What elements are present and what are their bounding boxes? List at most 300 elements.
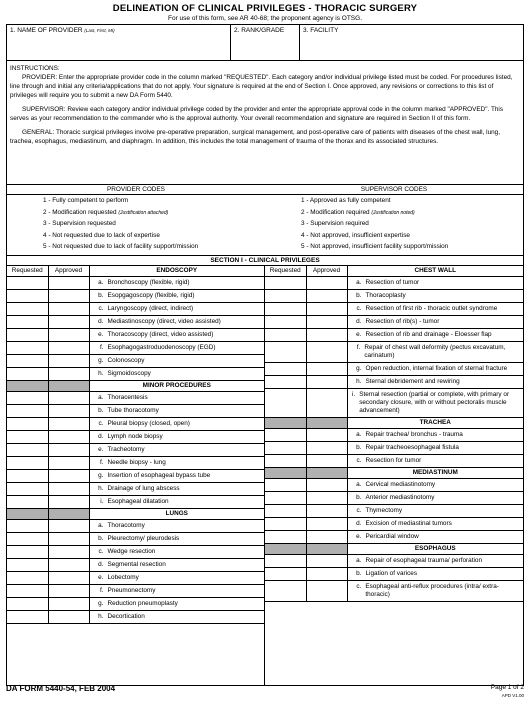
privilege-item xyxy=(350,494,522,502)
approved-code-cell[interactable] xyxy=(48,546,89,559)
privilege-item xyxy=(350,344,522,360)
item-text: Esophageal anti-reflux procedures (intra/ extra-thoracic) xyxy=(365,583,499,598)
privilege-row xyxy=(7,444,264,457)
privilege-row xyxy=(265,581,523,602)
item-text: Mediastinoscopy (direct, video assisted) xyxy=(107,318,221,325)
requested-code-cell[interactable] xyxy=(7,533,48,546)
requested-code-cell[interactable] xyxy=(265,316,306,329)
item-text: Excision of mediastinal tumors xyxy=(365,520,452,527)
privilege-row xyxy=(265,277,523,290)
privilege-description xyxy=(347,290,523,303)
approved-code-cell[interactable] xyxy=(306,277,347,290)
approved-code-cell[interactable] xyxy=(48,611,89,624)
item-text: Resection of rib(s) - tumor xyxy=(365,318,440,325)
provider-codes-item xyxy=(7,195,265,207)
privileges-left-column xyxy=(7,266,265,685)
approved-code-cell[interactable] xyxy=(306,505,347,518)
privileges-right-column xyxy=(265,266,523,685)
form-subtitle: For use of this form, see AR 40-68; the proponent agency is OTSG. xyxy=(167,15,362,22)
privilege-item xyxy=(92,279,263,287)
privilege-item xyxy=(350,520,522,528)
privilege-description xyxy=(89,483,264,496)
privilege-item xyxy=(92,459,263,467)
item-text: Esophagogastroduodenoscopy (EGD) xyxy=(107,344,216,351)
requested-code-cell[interactable] xyxy=(265,389,306,418)
provider-info-row xyxy=(6,24,524,61)
privilege-description xyxy=(89,470,264,483)
item-letter: f. xyxy=(99,459,104,466)
privilege-row xyxy=(7,392,264,405)
approved-code-cell[interactable] xyxy=(48,572,89,585)
group-header-row xyxy=(265,468,523,479)
privilege-description xyxy=(347,363,523,376)
requested-code-cell[interactable] xyxy=(265,455,306,468)
privilege-row xyxy=(7,585,264,598)
privilege-item xyxy=(350,279,522,287)
requested-code-cell[interactable] xyxy=(265,303,306,316)
privilege-row xyxy=(7,355,264,368)
requested-code-cell[interactable] xyxy=(265,531,306,544)
privilege-row xyxy=(265,303,523,316)
approved-code-cell[interactable] xyxy=(306,303,347,316)
code-text: 1 - Approved as fully competent xyxy=(301,197,391,204)
approved-code-cell[interactable] xyxy=(48,444,89,457)
privilege-row xyxy=(7,303,264,316)
item-text: Colonoscopy xyxy=(107,357,145,364)
item-letter: d. xyxy=(98,318,104,325)
approved-code-cell[interactable] xyxy=(306,455,347,468)
requested-code-cell[interactable] xyxy=(7,355,48,368)
requested-code-cell[interactable] xyxy=(265,555,306,568)
privilege-description xyxy=(89,457,264,470)
item-letter: b. xyxy=(356,444,362,451)
privilege-item xyxy=(350,481,522,489)
privilege-description xyxy=(89,598,264,611)
privilege-description xyxy=(347,376,523,389)
privilege-description xyxy=(89,546,264,559)
privilege-item xyxy=(92,407,263,415)
requested-code-cell[interactable] xyxy=(7,611,48,624)
approved-code-cell[interactable] xyxy=(48,290,89,303)
requested-code-cell[interactable] xyxy=(7,496,48,509)
requested-code-cell[interactable] xyxy=(265,429,306,442)
privilege-description xyxy=(347,316,523,329)
approved-code-cell[interactable] xyxy=(48,355,89,368)
requested-code-cell[interactable] xyxy=(7,559,48,572)
approved-code-cell[interactable] xyxy=(48,496,89,509)
requested-code-cell[interactable] xyxy=(7,470,48,483)
privilege-row xyxy=(7,290,264,303)
privilege-item xyxy=(92,498,263,506)
requested-code-cell[interactable] xyxy=(7,277,48,290)
approved-code-cell[interactable] xyxy=(306,429,347,442)
approved-code-cell[interactable] xyxy=(306,531,347,544)
privilege-item xyxy=(92,305,263,313)
privilege-item xyxy=(350,444,522,452)
instructions-block xyxy=(6,61,524,185)
privilege-description xyxy=(89,431,264,444)
privilege-item xyxy=(92,587,263,595)
requested-code-cell[interactable] xyxy=(265,342,306,363)
rank-grade-label: 2. RANK/GRADE xyxy=(234,27,285,34)
code-note: (Justification attached) xyxy=(118,209,169,216)
item-letter: c. xyxy=(98,548,104,555)
code-text: 3 - Supervision requested xyxy=(43,220,116,227)
item-text: Resection of tumor xyxy=(365,279,420,286)
privilege-row xyxy=(7,559,264,572)
provider-name-label: 1. NAME OF PROVIDER xyxy=(10,27,83,34)
requested-code-cell[interactable] xyxy=(265,376,306,389)
apd-version: APD V1.00 xyxy=(501,693,524,698)
supervisor-codes-item xyxy=(265,218,523,230)
item-letter: a. xyxy=(356,481,362,488)
privilege-item xyxy=(350,507,522,515)
privilege-item xyxy=(92,472,263,480)
privilege-item xyxy=(92,574,263,582)
shaded-cell xyxy=(265,418,306,429)
approved-code-cell[interactable] xyxy=(306,518,347,531)
approved-code-cell[interactable] xyxy=(306,555,347,568)
privilege-description xyxy=(347,329,523,342)
code-text: 2 - Modification required xyxy=(301,208,372,216)
instructions-heading: INSTRUCTIONS: xyxy=(10,65,60,72)
privilege-row xyxy=(7,470,264,483)
requested-code-cell[interactable] xyxy=(7,368,48,381)
requested-code-cell[interactable] xyxy=(265,479,306,492)
group-title: LUNGS xyxy=(89,509,264,520)
shaded-cell xyxy=(48,381,89,392)
requested-code-cell[interactable] xyxy=(7,431,48,444)
item-text: Drainage of lung abscess xyxy=(107,485,180,492)
privilege-description xyxy=(89,611,264,624)
item-letter: b. xyxy=(356,292,362,299)
item-letter: f. xyxy=(356,344,361,351)
requested-code-cell[interactable] xyxy=(7,329,48,342)
approved-code-cell[interactable] xyxy=(48,431,89,444)
item-text: Sigmoidoscopy xyxy=(107,370,151,377)
privilege-item xyxy=(350,318,522,326)
approved-code-cell[interactable] xyxy=(48,457,89,470)
item-text: Lymph node biopsy xyxy=(107,433,163,440)
item-text: Thoracoscopy (direct, video assisted) xyxy=(107,331,214,338)
facility-field[interactable] xyxy=(300,25,523,60)
facility-label: 3. FACILITY xyxy=(303,27,339,34)
approved-code-cell[interactable] xyxy=(48,303,89,316)
requested-code-cell[interactable] xyxy=(7,546,48,559)
item-text: Ligation of varices xyxy=(365,570,418,577)
privilege-row xyxy=(265,363,523,376)
approved-code-cell[interactable] xyxy=(48,368,89,381)
item-text: Pleurectomy/ pleurodesis xyxy=(107,535,180,542)
privilege-row xyxy=(7,533,264,546)
approved-code-cell[interactable] xyxy=(48,405,89,418)
privileges-right-table xyxy=(265,266,523,602)
privilege-item xyxy=(350,533,522,541)
group-header-row xyxy=(7,381,264,392)
approved-code-cell[interactable] xyxy=(48,277,89,290)
approved-code-cell[interactable] xyxy=(48,316,89,329)
item-text: Segmental resection xyxy=(107,561,166,568)
privilege-row xyxy=(7,329,264,342)
approved-code-cell[interactable] xyxy=(48,392,89,405)
provider-name-field[interactable] xyxy=(7,25,231,60)
item-text: Tube thoracotomy xyxy=(107,407,159,414)
approved-code-cell[interactable] xyxy=(48,533,89,546)
requested-code-cell[interactable] xyxy=(265,363,306,376)
approved-code-cell[interactable] xyxy=(306,568,347,581)
requested-code-cell[interactable] xyxy=(265,290,306,303)
privilege-description xyxy=(89,520,264,533)
privilege-row xyxy=(265,479,523,492)
requested-code-cell[interactable] xyxy=(7,290,48,303)
approved-code-cell[interactable] xyxy=(306,342,347,363)
code-text: 4 - Not requested due to lack of expertise xyxy=(43,231,160,239)
privilege-description xyxy=(347,568,523,581)
approved-column-header: Approved xyxy=(48,266,89,277)
privilege-item xyxy=(350,391,522,415)
privilege-row xyxy=(7,431,264,444)
item-text: Pleural biopsy (closed, open) xyxy=(107,420,190,427)
privilege-description xyxy=(347,389,523,418)
requested-code-cell[interactable] xyxy=(7,418,48,431)
item-letter: i. xyxy=(100,498,104,505)
item-text: Bronchoscopy (flexible, rigid) xyxy=(107,279,190,286)
item-text: Sternal debridement and rewiring xyxy=(365,378,460,385)
privilege-description xyxy=(347,442,523,455)
requested-code-cell[interactable] xyxy=(265,277,306,290)
approved-code-cell[interactable] xyxy=(306,363,347,376)
requested-code-cell[interactable] xyxy=(7,405,48,418)
approved-code-cell[interactable] xyxy=(306,316,347,329)
group-title: MINOR PROCEDURES xyxy=(89,381,264,392)
approved-code-cell[interactable] xyxy=(48,598,89,611)
requested-code-cell[interactable] xyxy=(265,505,306,518)
supervisor-codes-item xyxy=(265,207,523,219)
privilege-description xyxy=(347,531,523,544)
privilege-row xyxy=(7,418,264,431)
provider-codes-item xyxy=(7,230,265,242)
item-letter: g. xyxy=(356,365,362,372)
item-text: Thoracoplasty xyxy=(365,292,406,299)
shaded-cell xyxy=(306,418,347,429)
privilege-item xyxy=(92,522,263,530)
approved-code-cell[interactable] xyxy=(48,585,89,598)
item-text: Resection for tumor xyxy=(365,457,422,464)
code-text: 5 - Not approved, insufficient facility support/mission xyxy=(301,243,449,250)
privilege-row xyxy=(265,342,523,363)
supervisor-codes-item xyxy=(265,241,523,253)
item-text: Open reduction, internal fixation of sternal fracture xyxy=(365,365,508,372)
item-text: Repair of chest wall deformity (pectus excavatum, carinatum) xyxy=(364,344,506,359)
item-letter: h. xyxy=(356,378,362,385)
approved-code-cell[interactable] xyxy=(306,479,347,492)
privilege-description xyxy=(89,342,264,355)
column-header-row xyxy=(265,266,523,277)
item-letter: c. xyxy=(356,507,362,514)
requested-code-cell[interactable] xyxy=(7,572,48,585)
requested-code-cell[interactable] xyxy=(7,598,48,611)
privilege-description xyxy=(89,572,264,585)
privilege-row xyxy=(265,429,523,442)
requested-code-cell[interactable] xyxy=(7,444,48,457)
privilege-row xyxy=(265,518,523,531)
form-title: DELINEATION OF CLINICAL PRIVILEGES - THORACIC SURGERY xyxy=(112,3,418,14)
item-text: Resection of first rib - thoracic outlet syndrome xyxy=(365,305,498,312)
privilege-description xyxy=(347,429,523,442)
privilege-item xyxy=(92,331,263,339)
item-text: Insertion of esophageal bypass tube xyxy=(107,472,211,479)
privilege-row xyxy=(7,277,264,290)
requested-code-cell[interactable] xyxy=(7,303,48,316)
approved-code-cell[interactable] xyxy=(306,492,347,505)
item-letter: g. xyxy=(98,472,104,479)
privilege-description xyxy=(347,455,523,468)
page-info xyxy=(491,684,524,700)
approved-code-cell[interactable] xyxy=(306,329,347,342)
supervisor-codes xyxy=(265,185,523,255)
item-letter: d. xyxy=(98,433,104,440)
privilege-description xyxy=(347,555,523,568)
privilege-description xyxy=(89,368,264,381)
approved-code-cell[interactable] xyxy=(306,290,347,303)
requested-code-cell[interactable] xyxy=(7,342,48,355)
item-letter: a. xyxy=(356,557,362,564)
privilege-row xyxy=(265,568,523,581)
requested-code-cell[interactable] xyxy=(7,520,48,533)
privilege-item xyxy=(92,548,263,556)
requested-column-header: Requested xyxy=(7,266,48,277)
group-title: CHEST WALL xyxy=(347,266,523,277)
item-letter: a. xyxy=(356,279,362,286)
item-letter: e. xyxy=(356,331,362,338)
supervisor-codes-heading: SUPERVISOR CODES xyxy=(265,185,523,195)
group-title: ESOPHAGUS xyxy=(347,544,523,555)
privilege-description xyxy=(89,392,264,405)
requested-code-cell[interactable] xyxy=(265,492,306,505)
privilege-row xyxy=(265,316,523,329)
approved-code-cell[interactable] xyxy=(48,559,89,572)
privilege-description xyxy=(89,316,264,329)
item-letter: b. xyxy=(98,292,104,299)
column-header-row xyxy=(7,266,264,277)
privilege-item xyxy=(92,485,263,493)
item-text: Thoracentesis xyxy=(107,394,148,401)
privilege-row xyxy=(7,611,264,624)
requested-code-cell[interactable] xyxy=(7,483,48,496)
shaded-cell xyxy=(306,468,347,479)
item-letter: c. xyxy=(98,305,104,312)
item-letter: c. xyxy=(356,305,362,312)
item-letter: a. xyxy=(98,394,104,401)
approved-code-cell[interactable] xyxy=(48,520,89,533)
privilege-item xyxy=(92,613,263,621)
requested-code-cell[interactable] xyxy=(7,585,48,598)
approved-code-cell[interactable] xyxy=(306,581,347,602)
privilege-description xyxy=(89,277,264,290)
privilege-row xyxy=(7,457,264,470)
approved-code-cell[interactable] xyxy=(48,418,89,431)
approved-code-cell[interactable] xyxy=(48,483,89,496)
privilege-row xyxy=(7,368,264,381)
item-text: Decortication xyxy=(107,613,145,620)
item-text: Repair trachea/ bronchus - trauma xyxy=(365,431,463,438)
privilege-description xyxy=(89,303,264,316)
approved-code-cell[interactable] xyxy=(306,389,347,418)
requested-code-cell[interactable] xyxy=(7,392,48,405)
requested-code-cell[interactable] xyxy=(265,329,306,342)
privilege-row xyxy=(265,531,523,544)
provider-codes xyxy=(7,185,265,255)
privilege-item xyxy=(350,378,522,386)
privilege-item xyxy=(92,318,263,326)
privilege-item xyxy=(92,446,263,454)
item-letter: e. xyxy=(98,446,104,453)
approved-code-cell[interactable] xyxy=(306,376,347,389)
item-letter: f. xyxy=(99,344,104,351)
requested-code-cell[interactable] xyxy=(265,442,306,455)
item-text: Wedge resection xyxy=(107,548,156,555)
group-header-row xyxy=(265,418,523,429)
section-title: SECTION I - CLINICAL PRIVILEGES xyxy=(6,255,524,266)
privilege-row xyxy=(265,505,523,518)
item-letter: d. xyxy=(98,561,104,568)
requested-code-cell[interactable] xyxy=(265,581,306,602)
approved-code-cell[interactable] xyxy=(48,329,89,342)
approved-code-cell[interactable] xyxy=(48,342,89,355)
privilege-description xyxy=(347,303,523,316)
approved-code-cell[interactable] xyxy=(306,442,347,455)
code-text: 1 - Fully competent to perform xyxy=(43,197,129,204)
provider-codes-item xyxy=(7,218,265,230)
approved-code-cell[interactable] xyxy=(48,470,89,483)
privilege-item xyxy=(350,457,522,465)
requested-code-cell[interactable] xyxy=(265,568,306,581)
item-text: Repair of esophageal trauma/ perforation xyxy=(365,557,483,564)
shaded-cell xyxy=(48,509,89,520)
requested-code-cell[interactable] xyxy=(265,518,306,531)
item-letter: b. xyxy=(356,570,362,577)
privilege-description xyxy=(89,355,264,368)
item-letter: h. xyxy=(98,485,104,492)
group-title: ENDOSCOPY xyxy=(89,266,264,277)
privilege-description xyxy=(89,290,264,303)
privilege-row xyxy=(265,442,523,455)
item-text: Repair tracheoesophageal fistula xyxy=(365,444,459,451)
provider-name-hint: (Last, First, MI) xyxy=(84,28,115,33)
item-letter: f. xyxy=(99,587,104,594)
privilege-row xyxy=(265,455,523,468)
privilege-row xyxy=(265,389,523,418)
group-title: TRACHEA xyxy=(347,418,523,429)
shaded-cell xyxy=(265,468,306,479)
requested-code-cell[interactable] xyxy=(7,457,48,470)
privilege-item xyxy=(350,583,522,599)
item-letter: e. xyxy=(98,574,104,581)
privilege-item xyxy=(350,570,522,578)
item-text: Laryngoscopy (direct, indirect) xyxy=(107,305,194,312)
rank-grade-field[interactable] xyxy=(231,25,300,60)
code-text: 4 - Not approved, insufficient expertise xyxy=(301,231,410,239)
privilege-description xyxy=(347,492,523,505)
item-text: Anterior mediastinotomy xyxy=(365,494,435,501)
privilege-row xyxy=(265,290,523,303)
privilege-description xyxy=(89,444,264,457)
supervisor-codes-item xyxy=(265,195,523,207)
requested-code-cell[interactable] xyxy=(7,316,48,329)
item-letter: i. xyxy=(351,391,356,398)
form-page xyxy=(6,0,524,704)
item-text: Thymectomy xyxy=(365,507,403,514)
